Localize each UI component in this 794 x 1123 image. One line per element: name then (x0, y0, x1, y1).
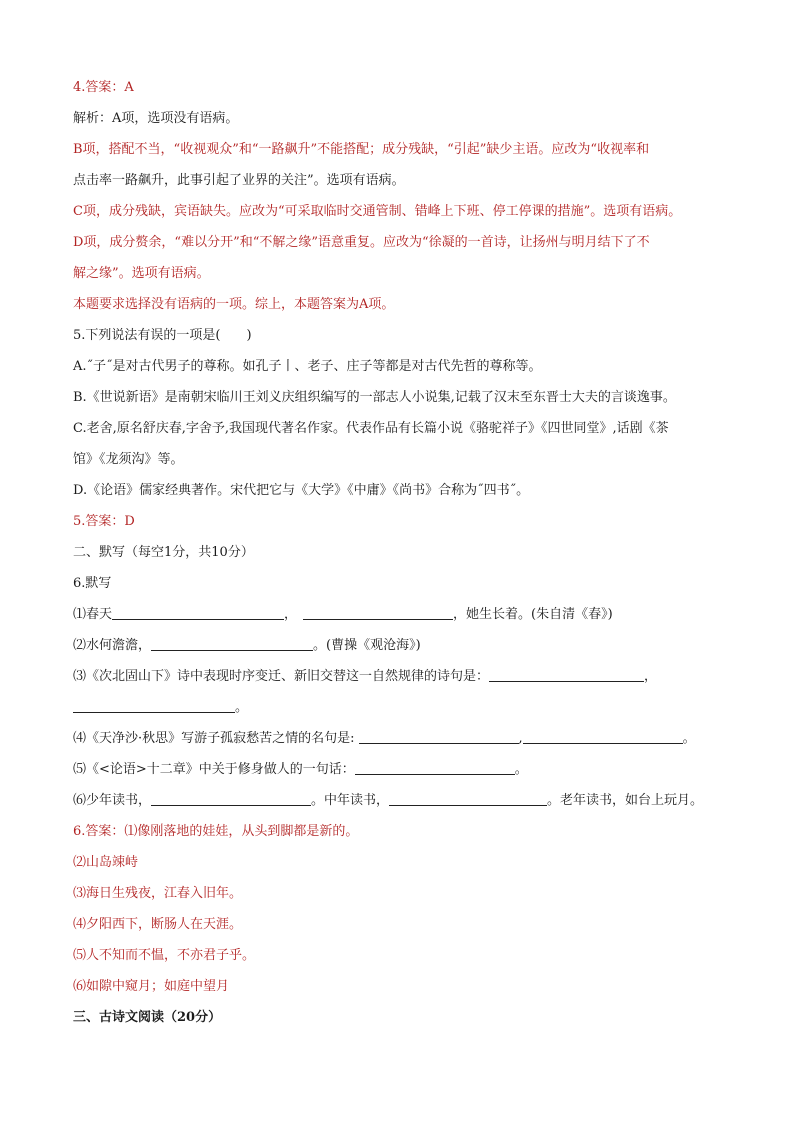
section2-heading: 二、默写（每空1分，共10分） (73, 545, 254, 560)
q6-item3 (73, 667, 733, 687)
q6-answer-4: ⑷夕阳西下，断肠人在天涯。 (73, 917, 243, 932)
q6-item2 (73, 636, 733, 656)
q6-item3-blank2[interactable] (73, 698, 235, 713)
q6-item6-mid: 。中年读书， (311, 793, 390, 808)
q6-item2-prefix: ⑵水何澹澹， (73, 638, 152, 653)
q4-option-b-line1: B项，搭配不当，“收视观众”和“一路飙升”不能搭配；成分残缺，“引起”缺少主语。应改为“收视率和 (73, 142, 650, 157)
q6-item4 (73, 729, 733, 749)
q6-item5 (73, 760, 733, 780)
q6-item6 (73, 791, 733, 811)
q6-item4-end: 。 (682, 731, 696, 746)
q4-option-b-line2: 点击率一路飙升，此事引起了业界的关注”。选项有语病。 (73, 173, 405, 188)
q6-item4-blank1[interactable] (359, 729, 519, 744)
q6-item6-prefix: ⑹少年读书， (73, 793, 152, 808)
q5-option-c-line2: 馆》《龙须沟》等。 (73, 452, 184, 467)
q6-item2-suffix: 。(曹操《观沧海》) (313, 638, 421, 653)
q6-item5-prefix: ⑸《<论语>十二章》中关于修身做人的一句话： (73, 762, 355, 777)
q5-option-b: B.《世说新语》是南朝宋临川王刘义庆组织编写的一部志人小说集,记载了汉末至东晋士大夫的言谈逸事。 (73, 390, 676, 405)
q6-item5-end: 。 (514, 762, 528, 777)
q6-item6-end: 。老年读书，如台上玩月。 (547, 793, 704, 808)
q6-answer-1: 6.答案：⑴像刚落地的娃娃，从头到脚都是新的。 (73, 824, 359, 839)
q6-item6-blank2[interactable] (389, 791, 547, 806)
q6-item1-prefix: ⑴春天 (73, 607, 113, 622)
q6-item3-prefix: ⑶《次北固山下》诗中表现时序变迁、新旧交替这一自然规律的诗句是： (73, 669, 490, 684)
q6-item3-sep: ， (644, 669, 658, 684)
q6-item3-cont (73, 698, 733, 718)
q6-answer-6: ⑹如隙中窥月；如庭中望月 (73, 979, 230, 994)
q4-option-c: C项，成分残缺，宾语缺失。应改为“可采取临时交通管制、错峰上下班、停工停课的措施”。选项有语病。 (73, 204, 682, 219)
q6-item1 (73, 605, 733, 625)
q6-answer-3: ⑶海日生残夜，江春入旧年。 (73, 886, 243, 901)
q6-item1-sep: ， (284, 607, 298, 622)
q6-answer-2: ⑵山岛竦峙 (73, 855, 139, 870)
q6-title: 6.默写 (73, 576, 112, 591)
q4-analysis: 解析：A项，选项没有语病。 (73, 111, 239, 126)
q6-item3-blank1[interactable] (489, 667, 644, 682)
q6-item4-prefix: ⑷《天净沙·秋思》写游子孤寂愁苦之情的名句是: (73, 731, 355, 746)
q5-option-c-line1: C.老舍,原名舒庆春,字舍予,我国现代著名作家。代表作品有长篇小说《骆驼祥子》《四世同堂》,话剧《茶 (73, 421, 669, 436)
q5-option-a: A.˝子˝是对古代男子的尊称。如孔子丨、老子、庄子等都是对古代先哲的尊称等。 (73, 359, 542, 374)
document-page (73, 78, 733, 1039)
q5-answer: 5.答案：D (73, 514, 135, 529)
q6-item5-blank[interactable] (355, 760, 515, 775)
q4-summary: 本题要求选择没有语病的一项。综上，本题答案为A项。 (73, 297, 395, 312)
q6-item1-blank2[interactable] (303, 605, 453, 620)
q6-item1-blank1[interactable] (112, 605, 284, 620)
q6-item4-blank2[interactable] (523, 729, 683, 744)
q6-item6-blank1[interactable] (151, 791, 311, 806)
q6-item4-sep: , (518, 731, 523, 746)
q4-option-d-line1: D项，成分赘余，“难以分开”和“不解之缘”语意重复。应改为“徐凝的一首诗，让扬州与明月结下了不 (73, 235, 650, 250)
q6-item2-blank[interactable] (151, 636, 313, 651)
q4-answer: 4.答案：A (73, 80, 134, 95)
q6-item1-suffix: ，她生长着。(朱自清《春》) (453, 607, 613, 622)
q6-item3-end: 。 (235, 700, 249, 715)
q5-option-d: D.《论语》儒家经典著作。宋代把它与《大学》《中庸》《尚书》合称为˝四书˝。 (73, 483, 530, 498)
q5-stem: 5.下列说法有误的一项是( ) (73, 328, 252, 343)
q4-option-d-line2: 解之缘”。选项有语病。 (73, 266, 210, 281)
q6-answer-5: ⑸人不知而不愠，不亦君子乎。 (73, 948, 256, 963)
section3-heading: 三、古诗文阅读（20分） (73, 1010, 222, 1025)
